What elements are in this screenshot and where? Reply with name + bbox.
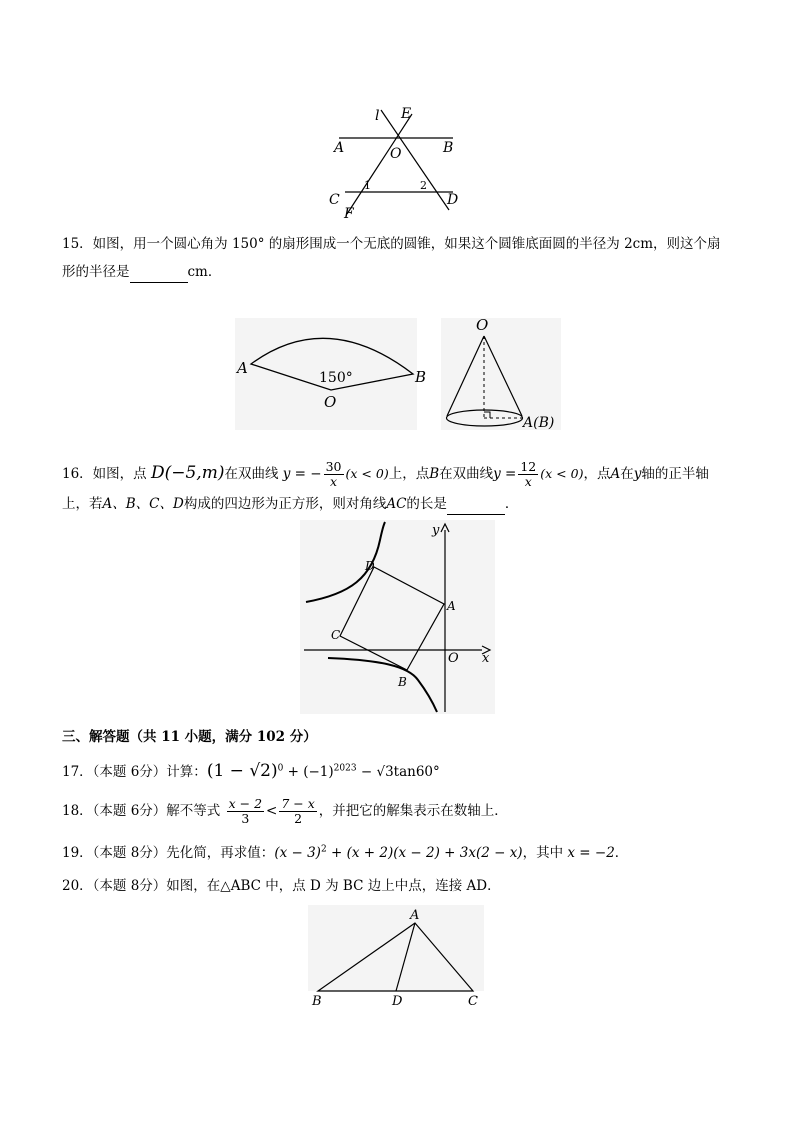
q15-line2 xyxy=(62,262,221,283)
q16-line2-post: 的长是 xyxy=(406,496,447,512)
q15-line2-pre: 形的半径是 xyxy=(62,264,130,280)
q16-text7: 轴的正半轴 xyxy=(641,466,709,482)
cone-label-AB: A(B) xyxy=(523,415,555,431)
q19-mid: ，其中 xyxy=(522,845,564,861)
q16-eq2-num: 12 xyxy=(520,459,537,474)
figure-q15-sector-cone xyxy=(235,312,561,434)
q16-B: B xyxy=(429,466,440,482)
q18-den2: 2 xyxy=(294,811,303,826)
q19-expr-a: (x − 3) xyxy=(274,845,321,861)
q16-A: A xyxy=(610,466,621,482)
q16-point-D: D(−5,m) xyxy=(150,463,225,483)
q16-line2 xyxy=(62,494,518,515)
label-D: D xyxy=(392,994,403,1009)
q16-eq1-lhs: y = − xyxy=(282,466,322,482)
label-C: C xyxy=(329,192,340,208)
q16-line1 xyxy=(62,460,709,489)
sector-label-B: B xyxy=(415,368,427,386)
label-C: C xyxy=(331,628,341,642)
label-B: B xyxy=(443,140,454,156)
q17-term2: + (−1) xyxy=(287,764,334,780)
q16-eq1-cond: (x < 0) xyxy=(345,466,389,481)
q16-line2-points: A、B、C、D xyxy=(102,496,184,512)
label-E: E xyxy=(401,106,412,122)
line-EF xyxy=(347,114,412,214)
q19 xyxy=(62,842,628,864)
cone-bg xyxy=(441,318,561,430)
section-3-heading: 三、解答题（共 11 小题，满分 102 分） xyxy=(62,729,317,745)
q19-expr-a-exp: 2 xyxy=(320,844,327,855)
q15-line1: 15．如图，用一个圆心角为 150° 的扇形围成一个无底的圆锥，如果这个圆锥底面圆的半径为 2cm，则这个扇 xyxy=(62,236,721,252)
label-B: B xyxy=(312,994,322,1009)
q16-line2-end: ． xyxy=(504,496,519,512)
q17-term2-exp: 2023 xyxy=(333,763,357,774)
label-O: O xyxy=(390,146,402,162)
sector-label-O: O xyxy=(324,393,337,411)
q19-expr-b: + (x + 2)(x − 2) + 3x(2 − x) xyxy=(330,845,523,861)
label-l: l xyxy=(375,108,380,124)
q16-eq2-fraction xyxy=(518,460,538,489)
axis-label-y: y xyxy=(432,523,440,538)
sector-label-A: A xyxy=(237,359,248,377)
label-B: B xyxy=(398,675,407,689)
q16-eq2-cond: (x < 0) xyxy=(540,466,584,481)
q16-eq2-den: x xyxy=(524,474,532,489)
q17-term3: − √3tan60° xyxy=(360,764,440,780)
q16-text6: 在 xyxy=(620,466,634,482)
q19-condition: x = −2 xyxy=(567,845,615,861)
q17 xyxy=(62,759,440,784)
label-A: A xyxy=(334,140,345,156)
q16-text4: 在双曲线 xyxy=(439,466,494,482)
q16-text5: ，点 xyxy=(583,466,611,482)
q18-prefix: 18．（本题 6分）解不等式 xyxy=(62,803,221,819)
q20: 20．（本题 8分）如图，在△ABC 中，点 D 为 BC 边上中点，连接 AD． xyxy=(62,878,501,894)
q16-AC: AC xyxy=(386,496,407,512)
label-A: A xyxy=(447,599,456,613)
origin-label-O: O xyxy=(448,651,459,666)
sector-angle-label: 150° xyxy=(319,370,353,386)
q16-text2: 在双曲线 xyxy=(224,466,279,482)
q18-den1: 3 xyxy=(241,811,250,826)
q20-fig-bg xyxy=(308,905,484,991)
q16-eq1-num: 30 xyxy=(325,459,342,474)
label-2: 2 xyxy=(420,179,427,192)
q16-eq2-lhs: y = xyxy=(493,466,517,482)
q16-line2-pre: 上，若 xyxy=(62,496,103,512)
q18 xyxy=(62,796,508,826)
q18-less-than: < xyxy=(266,803,278,819)
q18-num2: 7 − x xyxy=(281,796,315,811)
q18-fraction-right xyxy=(279,797,316,826)
q17-prefix: 17．（本题 6分）计算： xyxy=(62,764,207,780)
q16-prefix: 16．如图，点 xyxy=(62,466,147,482)
q19-prefix: 19．（本题 8分）先化简，再求值： xyxy=(62,845,275,861)
q16-y: y xyxy=(633,466,642,482)
q15-answer-blank xyxy=(130,262,188,283)
q16-answer-blank xyxy=(447,494,505,515)
q16-eq1-fraction xyxy=(324,460,344,489)
q18-num1: x − 2 xyxy=(228,796,263,811)
cone-label-O: O xyxy=(476,316,489,334)
figure-q16-hyperbola-square xyxy=(300,520,495,714)
q16-text3: 上，点 xyxy=(388,466,430,482)
label-A: A xyxy=(410,908,420,923)
q17-term1-exp: 0 xyxy=(277,763,284,774)
q16-line2-mid: 构成的四边形为正方形，则对角线 xyxy=(183,496,387,512)
label-C: C xyxy=(468,994,478,1009)
q18-fraction-left xyxy=(227,797,264,826)
q16-eq1-den: x xyxy=(330,474,338,489)
label-D: D xyxy=(365,559,375,573)
figure-q20-triangle xyxy=(308,905,484,1009)
q18-suffix: ，并把它的解集表示在数轴上． xyxy=(318,803,508,819)
label-1: 1 xyxy=(364,179,371,192)
label-F: F xyxy=(344,206,354,222)
label-D: D xyxy=(447,192,459,208)
figure-q14-parallel-lines xyxy=(325,100,465,222)
q17-term1: (1 − √2) xyxy=(206,761,278,781)
q15-line2-post: cm． xyxy=(187,264,222,280)
q19-end: ． xyxy=(614,845,629,861)
axis-label-x: x xyxy=(482,651,490,666)
